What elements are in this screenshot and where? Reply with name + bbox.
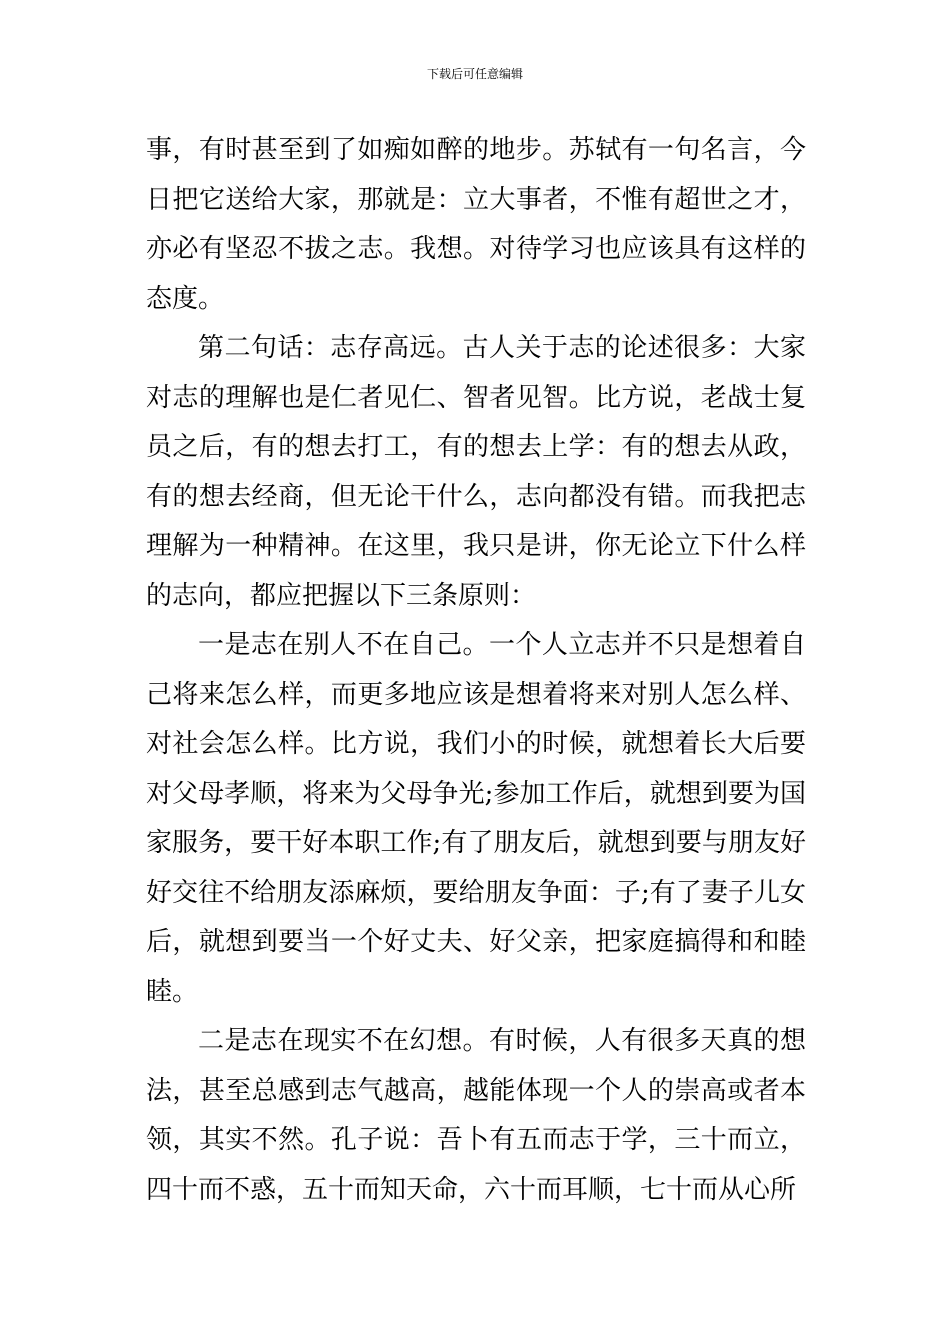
paragraph-2: 第二句话：志存高远。古人关于志的论述很多：大家对志的理解也是仁者见仁、智者见智。比方说，老战士复员之后，有的想去打工，有的想去上学：有的想去从政，有的想去经商，但无论干什么，志向都没有错。而我把志理解为一种精神。在这里，我只是讲，你无论立下什么样的志向，都应把握以下三条原则： (146, 333, 806, 611)
paragraph-4: 二是志在现实不在幻想。有时候，人有很多天真的想法，甚至总感到志气越高，越能体现一个人的崇高或者本领，其实不然。孔子说：吾卜有五而志于学，三十而立，四十而不惑，五十而知天命，六十而耳顺，七十而从心所 (146, 1026, 806, 1205)
document-body (146, 126, 806, 1215)
paragraph-3: 一是志在别人不在自己。一个人立志并不只是想着自己将来怎么样，而更多地应该是想着将来对别人怎么样、对社会怎么样。比方说，我们小的时候，就想着长大后要对父母孝顺，将来为父母争光;参加工作后，就想到要为国家服务，要干好本职工作;有了朋友后，就想到要与朋友好好交往不给朋友添麻烦，要给朋友争面：子;有了妻子儿女后，就想到要当一个好丈夫、好父亲，把家庭搞得和和睦睦。 (146, 630, 806, 1007)
paragraph-1: 事，有时甚至到了如痴如醉的地步。苏轼有一句名言，今日把它送给大家，那就是：立大事者，不惟有超世之才，亦必有坚忍不拔之志。我想。对待学习也应该具有这样的态度。 (146, 135, 806, 314)
page-header: 下载后可任意编辑 (426, 67, 523, 81)
